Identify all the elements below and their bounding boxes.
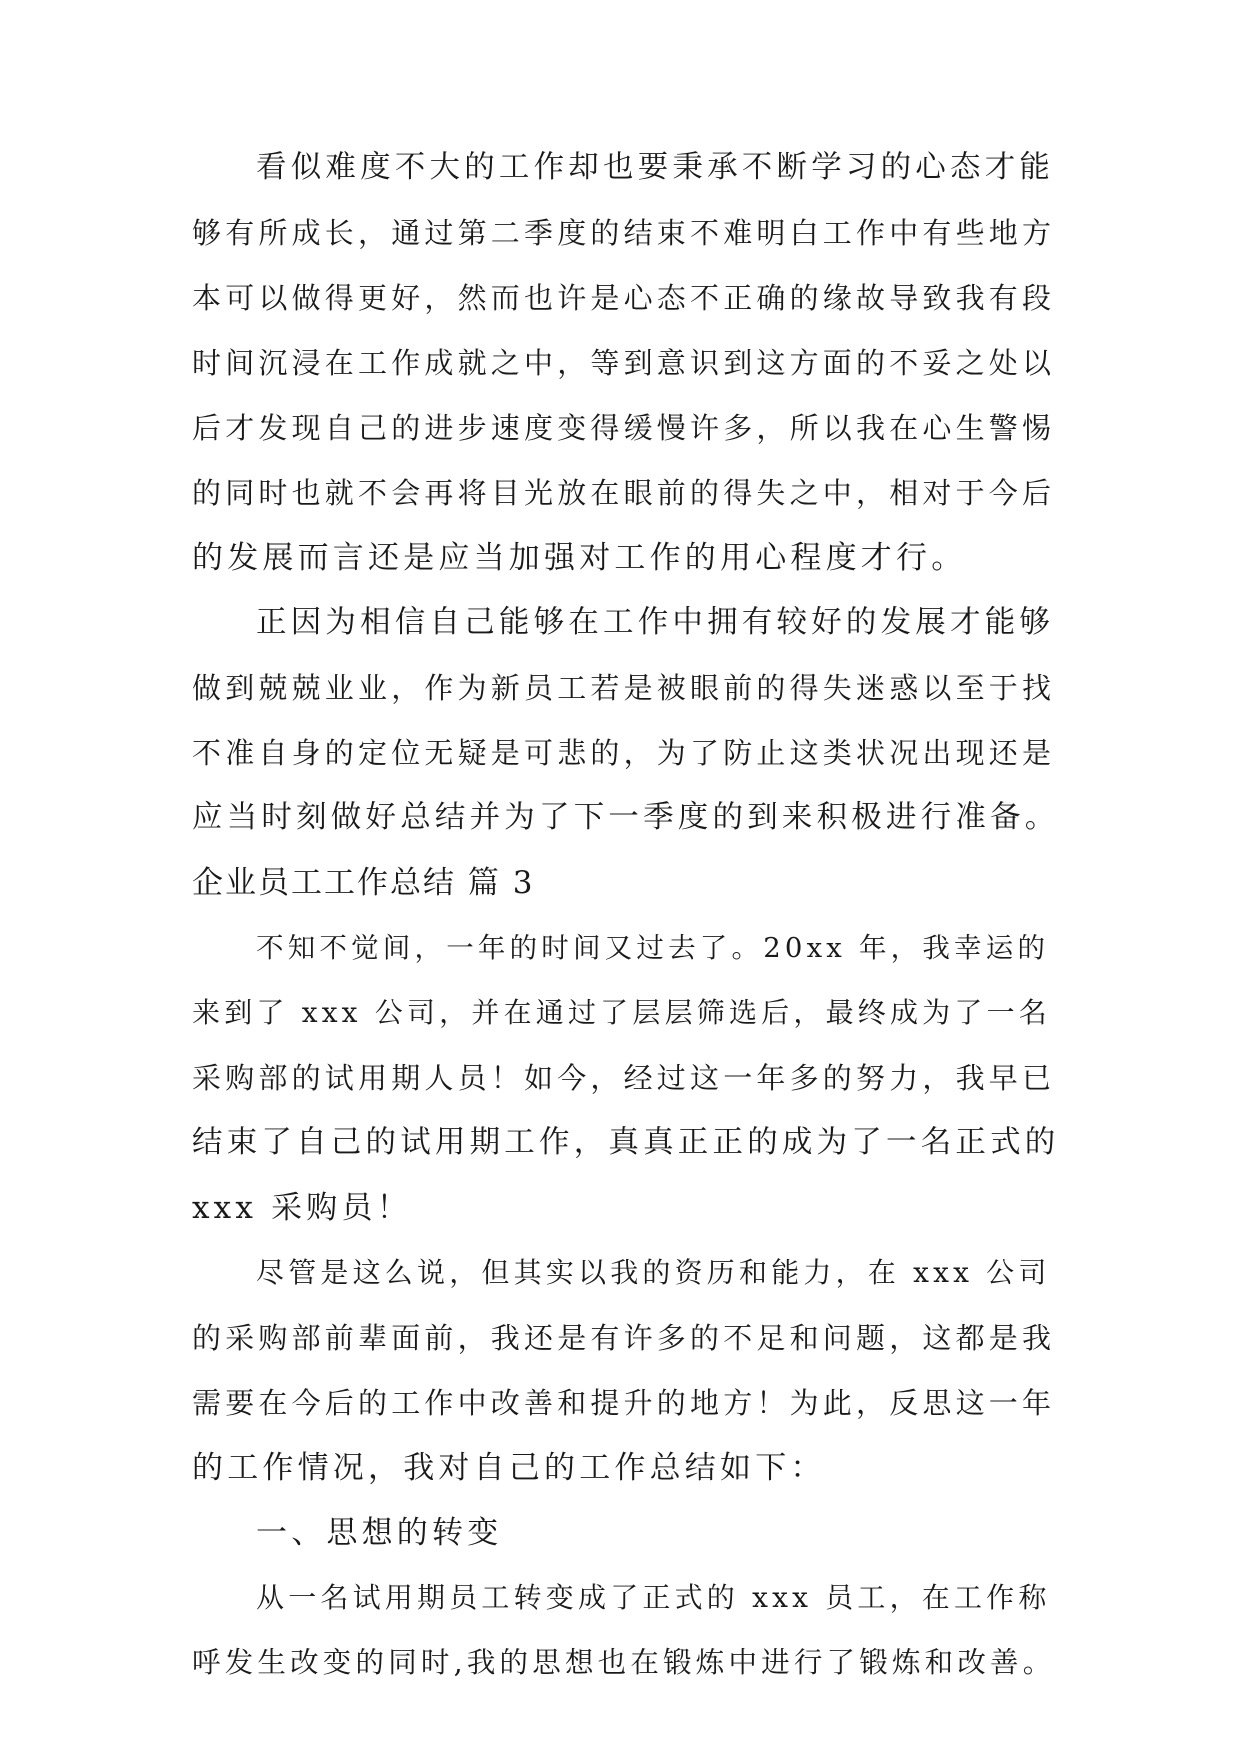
paragraph-line: 的发展而言还是应当加强对工作的用心程度才行。	[192, 540, 967, 576]
paragraph-line: 时间沉浸在工作成就之中，等到意识到这方面的不妥之处以	[192, 346, 1056, 380]
paragraph-line: 结束了自己的试用期工作，真真正正的成为了一名正式的	[192, 1125, 1060, 1160]
paragraph-line: 需要在今后的工作中改善和提升的地方！为此，反思这一年	[192, 1386, 1056, 1420]
paragraph-line: 不知不觉间，一年的时间又过去了。20xx 年，我幸运的	[256, 932, 1050, 964]
paragraph-line: 的同时也就不会再将目光放在眼前的得失之中，相对于今后	[192, 476, 1056, 510]
paragraph-line: 的工作情况，我对自己的工作总结如下：	[192, 1450, 826, 1486]
paragraph-line: xxx 采购员！	[192, 1190, 412, 1226]
paragraph-line: 采购部的试用期人员！如今，经过这一年多的努力，我早已	[192, 1061, 1056, 1095]
paragraph-line: 够有所成长，通过第二季度的结束不难明白工作中有些地方	[192, 216, 1056, 250]
section-heading: 企业员工工作总结 篇 3	[192, 865, 535, 901]
paragraph-line: 正因为相信自己能够在工作中拥有较好的发展才能够	[256, 605, 1055, 640]
paragraph-line: 看似难度不大的工作却也要秉承不断学习的心态才能	[256, 150, 1055, 185]
subsection-heading: 一、思想的转变	[256, 1515, 503, 1551]
paragraph-line: 做到兢兢业业，作为新员工若是被眼前的得失迷惑以至于找	[192, 671, 1056, 705]
paragraph-line: 本可以做得更好，然而也许是心态不正确的缘故导致我有段	[192, 281, 1056, 315]
paragraph-line: 后才发现自己的进步速度变得缓慢许多，所以我在心生警惕	[192, 411, 1056, 445]
paragraph-line: 应当时刻做好总结并为了下一季度的到来积极进行准备。	[192, 800, 1060, 835]
paragraph-line: 从一名试用期员工转变成了正式的 xxx 员工，在工作称	[256, 1581, 1051, 1614]
paragraph-line: 尽管是这么说，但其实以我的资历和能力，在 xxx 公司	[256, 1256, 1051, 1289]
paragraph-line: 来到了 xxx 公司，并在通过了层层筛选后，最终成为了一名	[192, 996, 1051, 1029]
paragraph-line: 的采购部前辈面前，我还是有许多的不足和问题，这都是我	[192, 1321, 1056, 1355]
paragraph-line: 呼发生改变的同时,我的思想也在锻炼中进行了锻炼和改善。	[192, 1646, 1056, 1679]
paragraph-line: 不准自身的定位无疑是可悲的，为了防止这类状况出现还是	[192, 736, 1056, 770]
